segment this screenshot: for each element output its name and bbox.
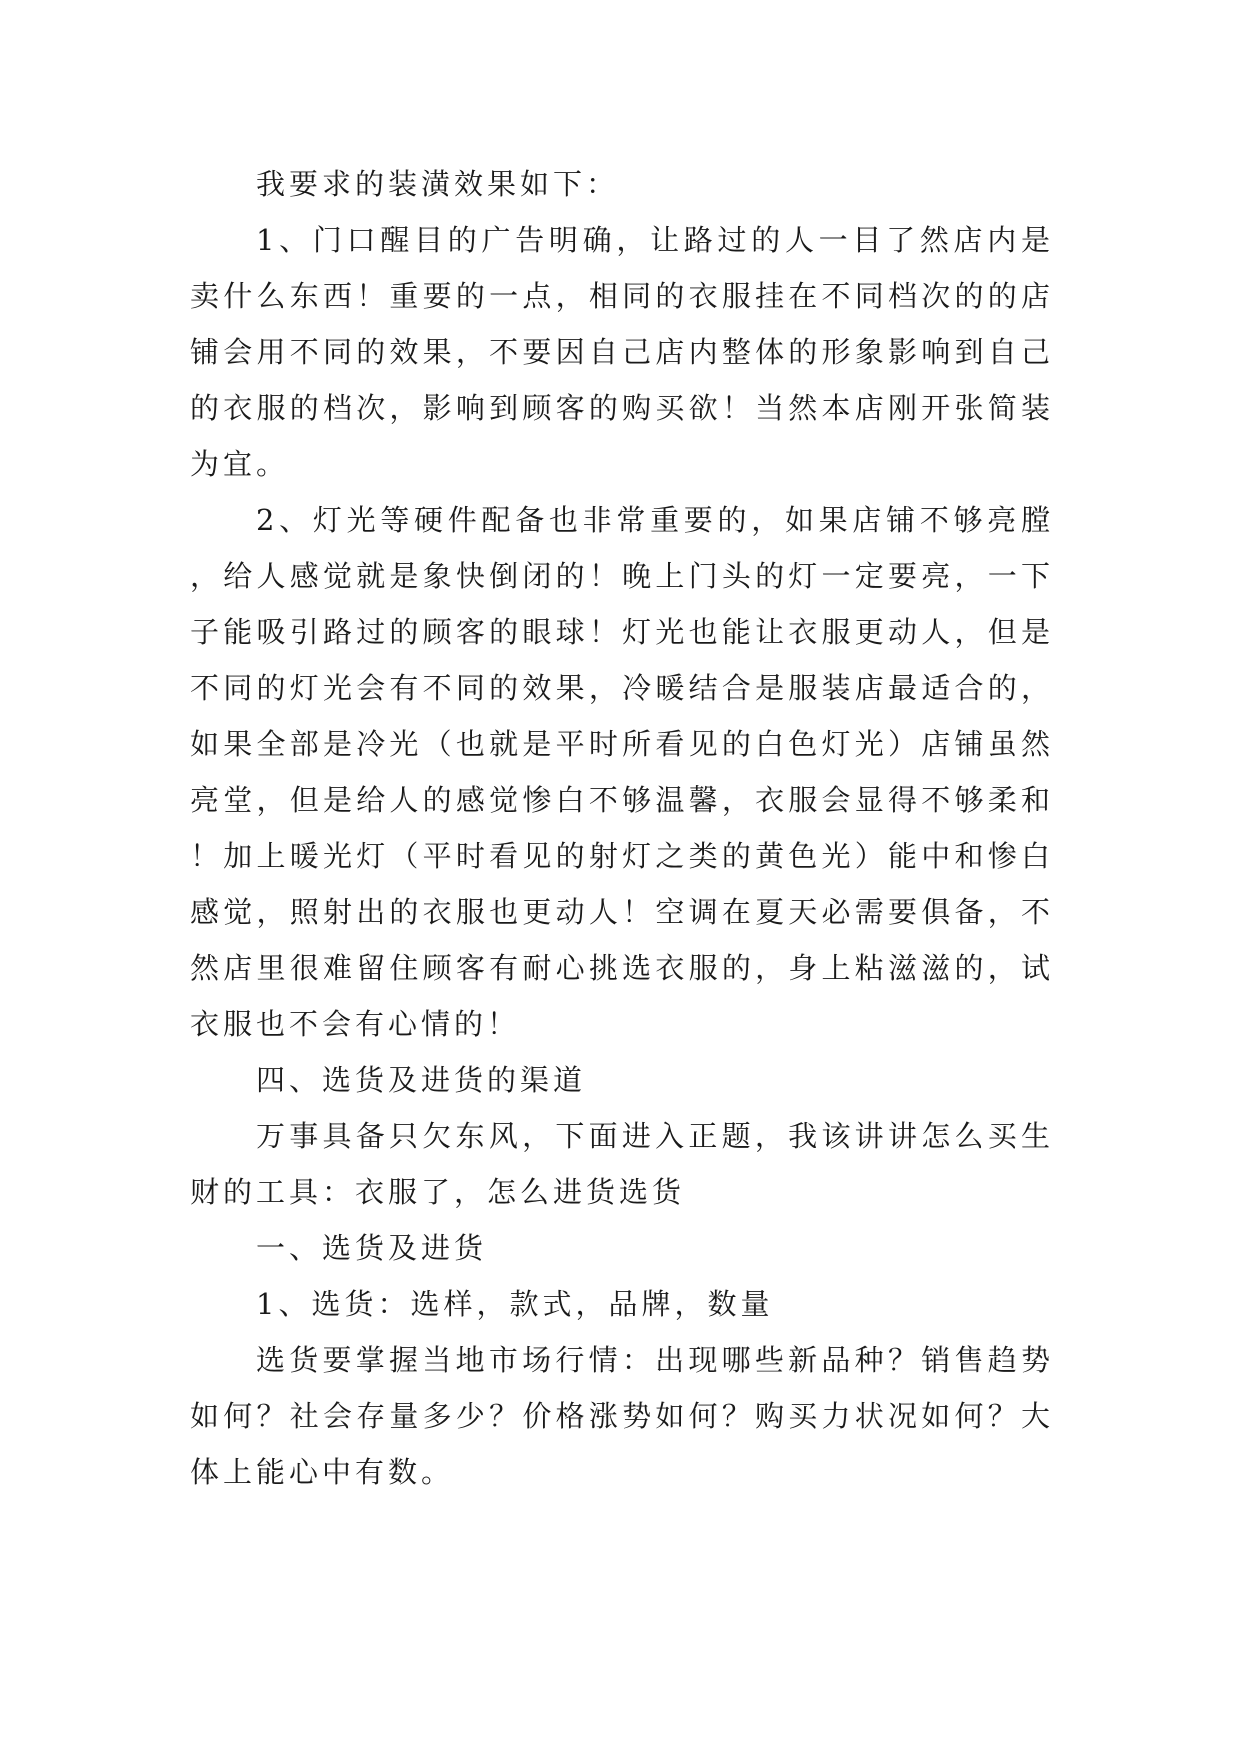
paragraph-sourcing-intro: 万事具备只欠东风，下面进入正题，我该讲讲怎么买生财的工具：衣服了，怎么进货选货 — [190, 1119, 1054, 1209]
subheading-selection-and-purchasing: 一、选货及进货 — [256, 1231, 488, 1265]
paragraph-decoration-intro: 我要求的装潢效果如下： — [256, 167, 620, 201]
paragraph-decoration-lighting: 2、灯光等硬件配备也非常重要的，如果店铺不够亮膛，给人感觉就是象快倒闭的！晚上门头的灯一定要亮，一下子能吸引路过的顾客的眼球！灯光也能让衣服更动人，但是不同的灯光会有不同的效果，冷暖结合是服装店最适合的，如果全部是冷光（也就是平时所看见的白色灯光）店铺虽然亮堂，但是给人的感觉惨白不够温馨，衣服会显得不够柔和！加上暖光灯（平时看见的射灯之类的黄色光）能中和惨白感觉，照射出的衣服也更动人！空调在夏天必需要俱备，不然店里很难留住顾客有耐心挑选衣服的，身上粘滋滋的，试衣服也不会有心情的！ — [190, 503, 1054, 1041]
subheading-selection-criteria: 1、选货：选样，款式，品牌，数量 — [256, 1287, 774, 1321]
paragraph-decoration-signage: 1、门口醒目的广告明确，让路过的人一目了然店内是卖什么东西！重要的一点，相同的衣服挂在不同档次的的店铺会用不同的效果，不要因自己店内整体的形象影响到自己的衣服的档次，影响到顾客的购买欲！当然本店刚开张简装为宜。 — [190, 223, 1054, 481]
paragraph-market-research: 选货要掌握当地市场行情：出现哪些新品种？销售趋势如何？社会存量多少？价格涨势如何？购买力状况如何？大体上能心中有数。 — [190, 1343, 1054, 1489]
section-heading-sourcing-channels: 四、选货及进货的渠道 — [256, 1063, 587, 1097]
document-body — [190, 156, 1054, 1500]
